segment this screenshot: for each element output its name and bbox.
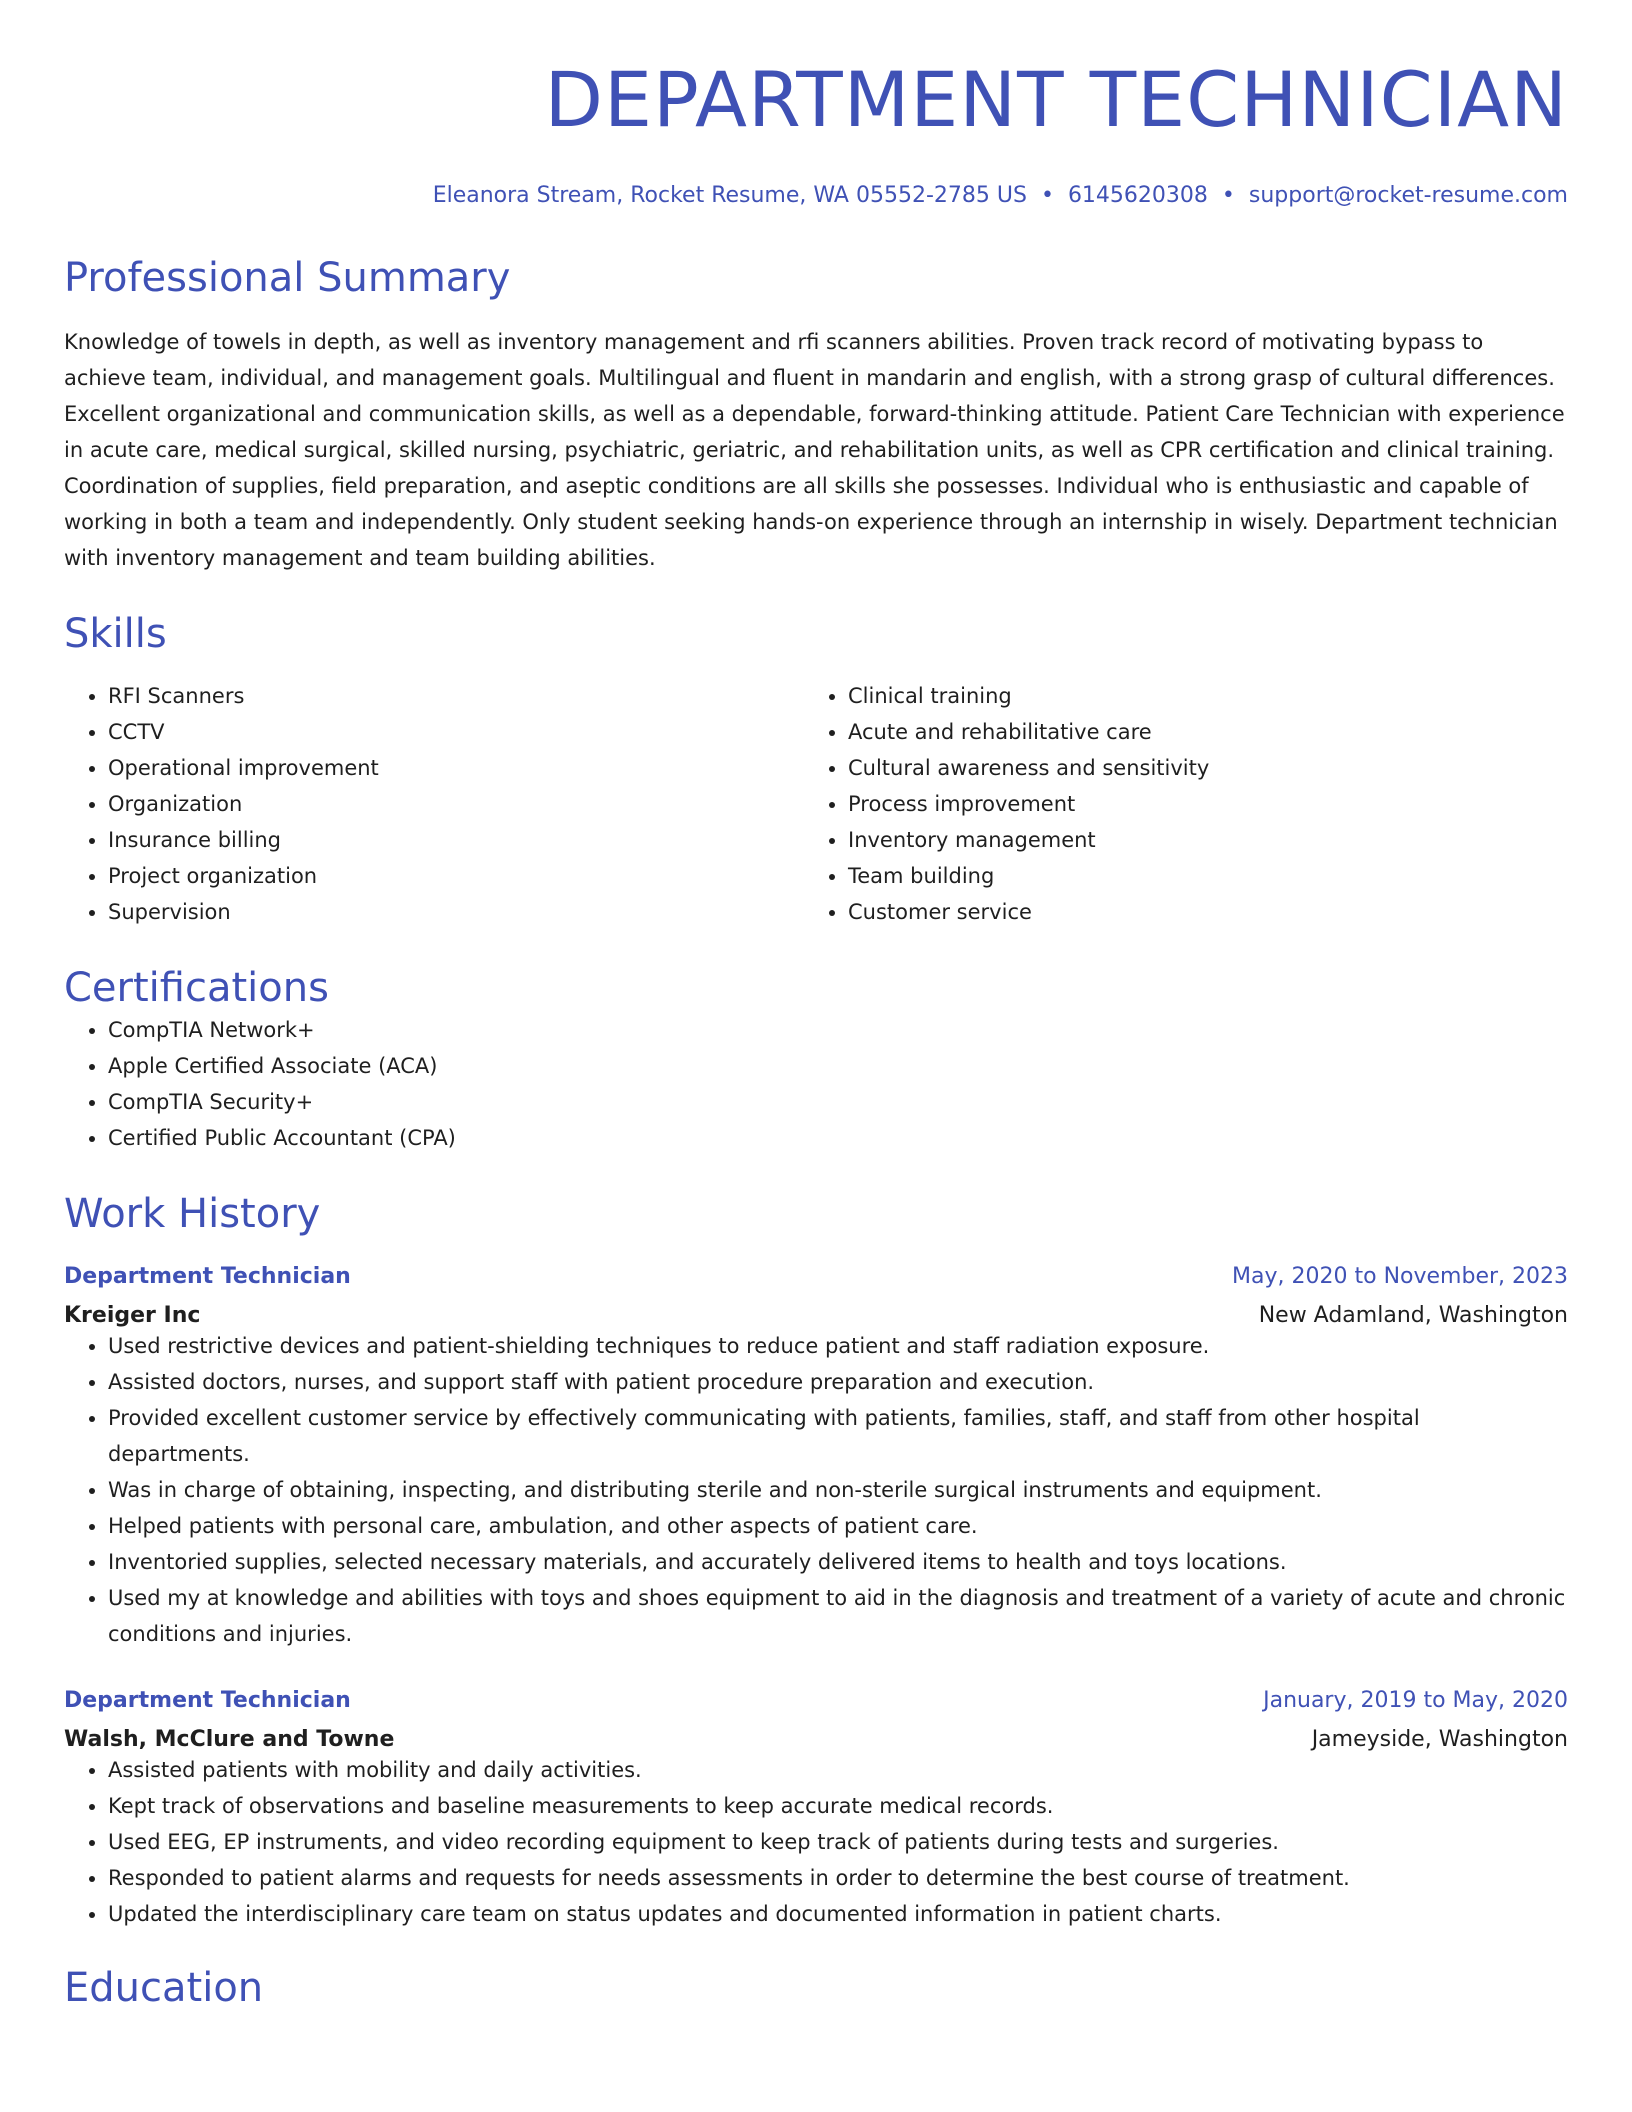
contact-address: Eleanora Stream, Rocket Resume, WA 05552-2785 US [432, 183, 1027, 209]
job-duties-list [64, 1328, 1568, 1652]
job-duty: • Assisted doctors, nurses, and support staff with patient procedure preparation and execution. [108, 1364, 1568, 1400]
skill-item: • Operational improvement [108, 750, 804, 786]
skills-list-right [804, 678, 1544, 930]
job-duty: • Kept track of observations and baseline measurements to keep accurate medical records. [108, 1788, 1568, 1824]
job-duty: • Assisted patients with mobility and daily activities. [108, 1752, 1568, 1788]
job-title-row [64, 1264, 1568, 1289]
job-duty: • Inventoried supplies, selected necessary materials, and accurately delivered items to health and toys locations. [108, 1544, 1568, 1580]
job-duties-list [64, 1752, 1568, 1932]
job-duty: • Used restrictive devices and patient-shielding techniques to reduce patient and staff radiation exposure. [108, 1328, 1568, 1364]
job-dates: May, 2020 to November, 2023 [1232, 1264, 1568, 1290]
job-duty: • Used EEG, EP instruments, and video recording equipment to keep track of patients during tests and surgeries. [108, 1824, 1568, 1860]
contact-line [64, 183, 1568, 208]
certification-item: • Apple Certified Associate (ACA) [108, 1048, 1568, 1084]
skill-item: • CCTV [108, 714, 804, 750]
job-duty: • Provided excellent customer service by effectively communicating with patients, families, staff, and staff from other hospital departments. [108, 1400, 1568, 1472]
skills-heading: Skills [64, 611, 167, 658]
job-company: Kreiger Inc [64, 1303, 201, 1329]
contact-email: support@rocket-resume.com [1248, 183, 1568, 209]
skill-item: • Supervision [108, 894, 804, 930]
job-duty: • Updated the interdisciplinary care team on status updates and documented information in patient charts. [108, 1896, 1568, 1932]
skills-list-left [64, 678, 804, 930]
skill-item: • Organization [108, 786, 804, 822]
job-dates: January, 2019 to May, 2020 [1263, 1688, 1568, 1714]
resume-header [64, 0, 1568, 208]
skills-column-left [64, 678, 804, 930]
skills-column-right [804, 678, 1544, 930]
job-company: Walsh, McClure and Towne [64, 1727, 395, 1753]
certifications-list [64, 1012, 1568, 1156]
skill-item: • Process improvement [848, 786, 1544, 822]
skill-item: • Clinical training [848, 678, 1544, 714]
job-location: New Adamland, Washington [1258, 1303, 1568, 1329]
skill-item: • Team building [848, 858, 1544, 894]
skill-item: • Project organization [108, 858, 804, 894]
certification-item: • Certified Public Accountant (CPA) [108, 1120, 1568, 1156]
summary-text: Knowledge of towels in depth, as well as inventory management and rfi scanners abilities. Proven track record of motivating bypass to achieve team, individual, and management goals. Multilingual and fluent in mandarin and english, with a strong grasp of cultural differences. Excellent organizational and communication skills, as well as a dependable, forward-thinking attitude. Patient Care Technician with experience in acute care, medical surgical, skilled nursing, psychiatric, geriatric, and rehabilitation units, as well as CPR certification and clinical training. Coordination of supplies, field preparation, and aseptic conditions are all skills she possesses. Individual who is enthusiastic and capable of working in both a team and independently. Only student seeking hands-on experience through an internship in wisely. Department technician with inventory management and team building abilities. [64, 330, 1565, 571]
skill-item: • Acute and rehabilitative care [848, 714, 1544, 750]
certification-item: • CompTIA Network+ [108, 1012, 1568, 1048]
contact-phone: 6145620308 [1067, 183, 1208, 209]
job-company-row [64, 1727, 1568, 1752]
job-entry [64, 1264, 1568, 1652]
skill-item: • Customer service [848, 894, 1544, 930]
job-duty: • Used my at knowledge and abilities with toys and shoes equipment to aid in the diagnosis and treatment of a variety of acute and chronic conditions and injuries. [108, 1580, 1568, 1652]
summary-heading: Professional Summary [64, 255, 511, 302]
job-title: Department Technician [64, 1688, 351, 1714]
job-entry [64, 1688, 1568, 1932]
education-heading: Education [64, 1965, 264, 2012]
skill-item: • Cultural awareness and sensitivity [848, 750, 1544, 786]
certifications-heading: Certifications [64, 965, 329, 1012]
separator-dot: • [1040, 183, 1054, 209]
work-history-heading: Work History [64, 1191, 321, 1238]
job-company-row [64, 1303, 1568, 1328]
skill-item: • RFI Scanners [108, 678, 804, 714]
separator-dot: • [1221, 183, 1235, 209]
certification-item: • CompTIA Security+ [108, 1084, 1568, 1120]
job-title-row [64, 1688, 1568, 1713]
job-location: Jameyside, Washington [1311, 1727, 1568, 1753]
candidate-name: DEPARTMENT TECHNICIAN [544, 55, 1568, 144]
job-title: Department Technician [64, 1264, 351, 1290]
skills-columns [64, 678, 1568, 930]
job-duty: • Was in charge of obtaining, inspecting, and distributing sterile and non-sterile surgical instruments and equipment. [108, 1472, 1568, 1508]
skill-item: • Inventory management [848, 822, 1544, 858]
job-duty: • Responded to patient alarms and requests for needs assessments in order to determine the best course of treatment. [108, 1860, 1568, 1896]
job-duty: • Helped patients with personal care, ambulation, and other aspects of patient care. [108, 1508, 1568, 1544]
skill-item: • Insurance billing [108, 822, 804, 858]
